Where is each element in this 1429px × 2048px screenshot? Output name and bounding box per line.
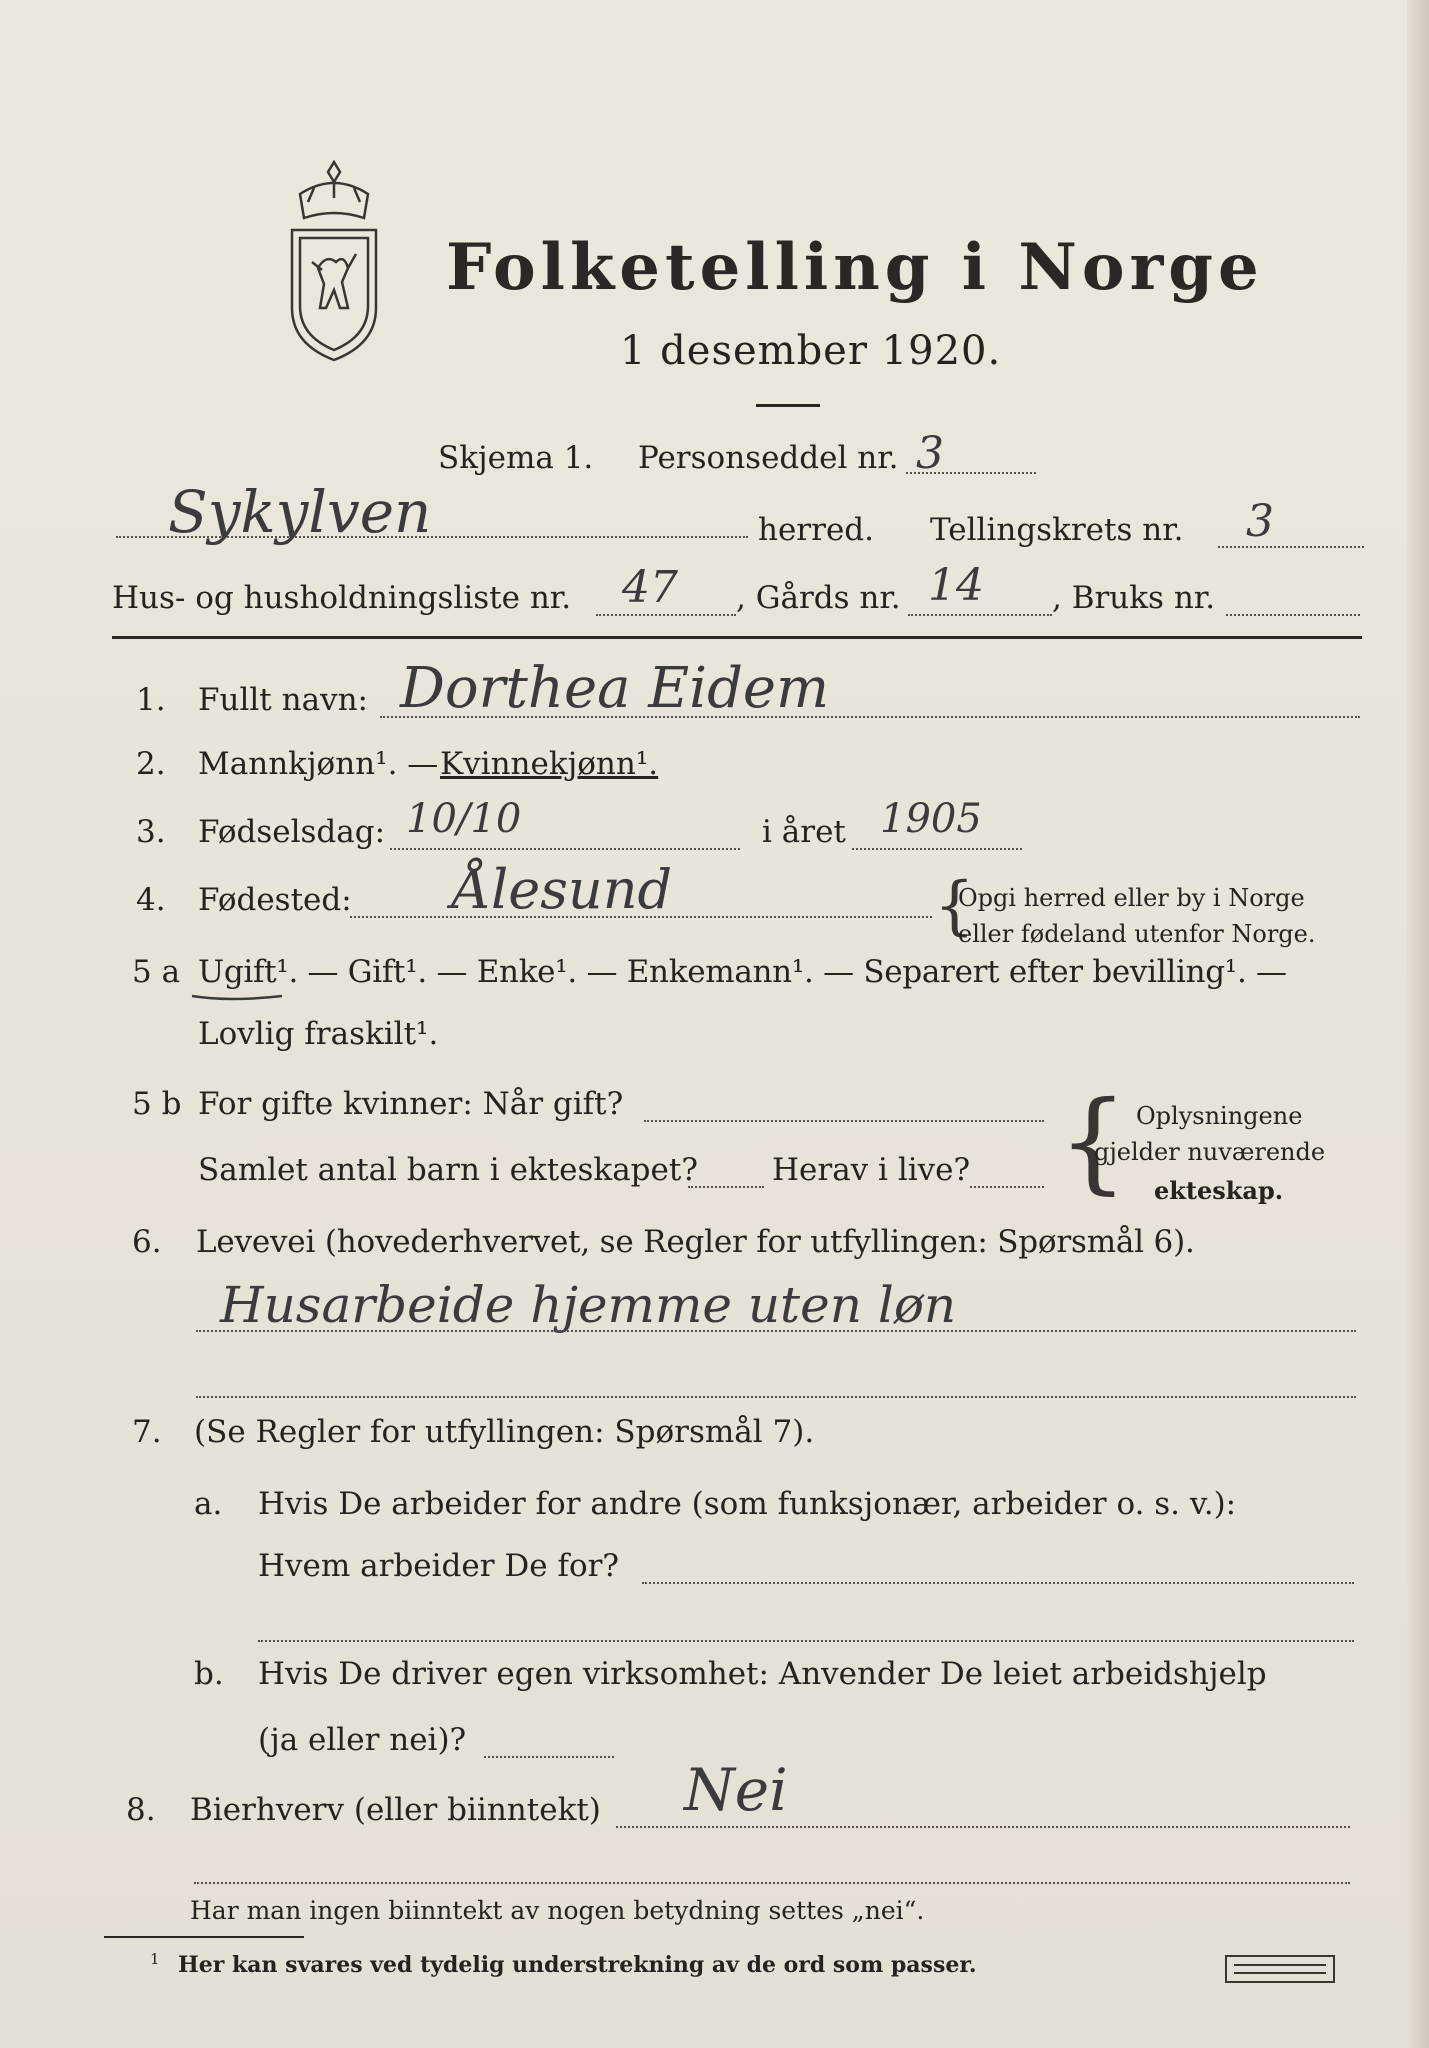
census-date: 1 desember 1920. bbox=[620, 328, 1002, 374]
q6-value: Husarbeide hjemme uten løn bbox=[220, 1276, 957, 1334]
q4-label: Fødested: bbox=[198, 882, 352, 918]
coat-of-arms-icon bbox=[278, 158, 390, 364]
q4-number: 4. bbox=[136, 882, 166, 918]
q2-kvinne: Kvinnekjønn¹. bbox=[440, 746, 659, 782]
q1-label: Fullt navn: bbox=[198, 682, 368, 718]
footnote-rule bbox=[104, 1936, 304, 1938]
footnote-mark: 1 bbox=[150, 1950, 160, 1968]
q4-value: Ålesund bbox=[452, 858, 673, 921]
q7b-label: Hvis De driver egen virksomhet: Anvender De leiet arbeidshjelp bbox=[258, 1656, 1267, 1692]
q5b-line bbox=[644, 1120, 1044, 1122]
q7-number: 7. bbox=[132, 1414, 162, 1450]
q4-brace: { bbox=[934, 869, 975, 943]
q3-year-line bbox=[852, 848, 1022, 850]
q2-number: 2. bbox=[136, 746, 166, 782]
hus-line bbox=[596, 614, 736, 616]
hus-label: Hus- og husholdningsliste nr. bbox=[112, 580, 572, 616]
personseddel-label: Personseddel nr. bbox=[638, 440, 899, 476]
tellingskrets-value: 3 bbox=[1246, 496, 1274, 547]
herred-label: herred. bbox=[758, 512, 874, 548]
q3-label: Fødselsdag: bbox=[198, 814, 386, 850]
q5b-brace: { bbox=[1058, 1077, 1128, 1205]
q4-note-1: Opgi herred eller by i Norge bbox=[958, 884, 1305, 912]
q7a-label: Hvis De arbeider for andre (som funksjonær, arbeider o. s. v.): bbox=[258, 1486, 1237, 1522]
q5a-options-2: Lovlig fraskilt¹. bbox=[198, 1016, 439, 1052]
q5b-number: 5 b bbox=[132, 1086, 182, 1122]
q4-note-2: eller fødeland utenfor Norge. bbox=[958, 920, 1316, 948]
q5a-options: Ugift¹. — Gift¹. — Enke¹. — Enkemann¹. — Separert efter bevilling¹. — bbox=[198, 954, 1287, 990]
q3-year-label: i året bbox=[762, 814, 846, 850]
q6-line-2 bbox=[196, 1396, 1356, 1398]
q6-label: Levevei (hovederhvervet, se Regler for utfyllingen: Spørsmål 6). bbox=[196, 1224, 1195, 1260]
q7a-line-2 bbox=[258, 1640, 1354, 1642]
q1-value: Dorthea Eidem bbox=[400, 656, 830, 721]
q7b-label-2: (ja eller nei)? bbox=[258, 1722, 467, 1758]
q5b-note-3: ekteskap. bbox=[1154, 1176, 1284, 1205]
q5a-number: 5 a bbox=[132, 954, 181, 990]
q6-line-1 bbox=[196, 1330, 1356, 1332]
gards-line bbox=[908, 614, 1052, 616]
bruks-label: , Bruks nr. bbox=[1052, 580, 1216, 616]
paper-edge bbox=[1407, 0, 1429, 2048]
q7b-letter: b. bbox=[194, 1656, 224, 1692]
q8-line-2 bbox=[194, 1882, 1350, 1884]
printer-stamp-icon bbox=[1224, 1954, 1336, 1984]
form-title: Folketelling i Norge bbox=[446, 230, 1264, 305]
q5b-children-line bbox=[688, 1186, 764, 1188]
q7a-label-2: Hvem arbeider De for? bbox=[258, 1548, 620, 1584]
q5b-note-1: Oplysningene bbox=[1136, 1102, 1303, 1130]
hus-value: 47 bbox=[622, 562, 678, 613]
q8-value: Nei bbox=[684, 1756, 788, 1824]
title-divider bbox=[756, 404, 820, 407]
q7b-line bbox=[484, 1756, 614, 1758]
footnote-text: Her kan svares ved tydelig understrekning av de ord som passer. bbox=[178, 1952, 977, 1978]
personseddel-value: 3 bbox=[916, 428, 944, 479]
gards-label: , Gårds nr. bbox=[736, 580, 901, 616]
biinntekt-note: Har man ingen biinntekt av nogen betydning settes „nei“. bbox=[190, 1896, 925, 1925]
skjema-label: Skjema 1. bbox=[438, 440, 594, 476]
q3-line bbox=[390, 848, 740, 850]
q3-value: 10/10 bbox=[406, 796, 522, 842]
q7-label: (Se Regler for utfyllingen: Spørsmål 7). bbox=[194, 1414, 815, 1450]
q6-number: 6. bbox=[132, 1224, 162, 1260]
q5b-note-2: gjelder nuværende bbox=[1094, 1138, 1326, 1166]
q3-number: 3. bbox=[136, 814, 166, 850]
q8-label: Bierhverv (eller biinntekt) bbox=[190, 1792, 601, 1828]
ugift-underline bbox=[190, 990, 286, 1004]
tellingskrets-label: Tellingskrets nr. bbox=[930, 512, 1184, 548]
q3-year-value: 1905 bbox=[880, 796, 982, 842]
q5b-label-2: Samlet antal barn i ekteskapet? bbox=[198, 1152, 698, 1188]
q2-mann: Mannkjønn¹. — bbox=[198, 746, 439, 782]
tellingskrets-line bbox=[1218, 546, 1364, 548]
q5b-label: For gifte kvinner: Når gift? bbox=[198, 1086, 624, 1122]
q1-number: 1. bbox=[136, 682, 166, 718]
herred-value: Sykylven bbox=[168, 478, 432, 546]
q5b-alive-line bbox=[970, 1186, 1044, 1188]
q8-line-1 bbox=[616, 1826, 1350, 1828]
q8-number: 8. bbox=[126, 1792, 156, 1828]
bruks-line bbox=[1226, 614, 1360, 616]
q5b-alive: Herav i live? bbox=[772, 1152, 971, 1188]
q7a-letter: a. bbox=[194, 1486, 223, 1522]
q7a-line-1 bbox=[642, 1582, 1354, 1584]
header-rule bbox=[112, 636, 1362, 639]
gards-value: 14 bbox=[928, 560, 984, 611]
